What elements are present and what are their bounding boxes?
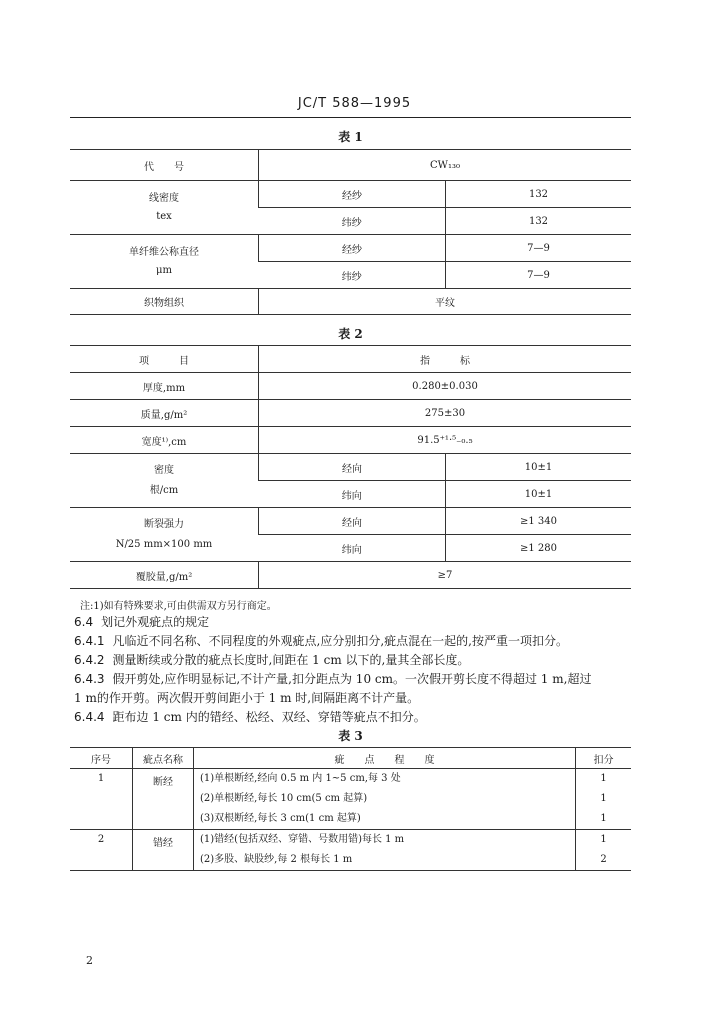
count-weft-value: 10±1 <box>446 481 632 508</box>
row-items <box>194 769 576 830</box>
table2 <box>70 345 631 589</box>
rubber-value: ≥7 <box>259 562 632 589</box>
code-label: 代 号 <box>70 150 259 181</box>
section-number: 6.4.2 <box>74 653 105 667</box>
row-score: 1 <box>600 773 607 784</box>
row-item: (2)单根断经,每长 10 cm(5 cm 起算) <box>200 793 368 804</box>
strength-label-cell <box>70 508 259 562</box>
row-name: 断经 <box>133 769 194 830</box>
col-header-no: 序号 <box>70 748 133 769</box>
code-value: CW₁₃₀ <box>259 150 632 181</box>
strength-warp-label: 经向 <box>259 508 446 535</box>
count-warp-label: 经向 <box>259 454 446 481</box>
count-unit: 根/cm <box>149 484 179 496</box>
table-row <box>70 769 631 830</box>
table1 <box>70 149 631 315</box>
section-number: 6.4.3 <box>74 672 105 686</box>
density-weft-label: 纬纱 <box>259 208 446 235</box>
fiber-weft-value: 7—9 <box>446 262 632 289</box>
section-number: 6.4.4 <box>74 710 105 724</box>
count-weft-label: 纬向 <box>259 481 446 508</box>
row-items <box>194 830 576 871</box>
row-item: (3)双根断经,每长 3 cm(1 cm 起算) <box>200 813 361 824</box>
density-weft-value: 132 <box>446 208 632 235</box>
fiber-warp-value: 7—9 <box>446 235 632 262</box>
section-6-4-4 <box>74 707 634 727</box>
thickness-label: 厚度,mm <box>70 373 259 400</box>
density-label-cell <box>70 181 259 235</box>
strength-label: 断裂强力 <box>144 518 184 530</box>
mass-value: 275±30 <box>259 400 632 427</box>
table1-caption: 表 1 <box>338 130 363 144</box>
page-number: 2 <box>86 954 93 967</box>
row-score: 1 <box>600 793 607 804</box>
row-scores <box>576 769 632 830</box>
fiber-label: 单纤维公称直径 <box>129 246 199 258</box>
table-row <box>70 830 631 871</box>
row-name: 错经 <box>133 830 194 871</box>
page-header: JC/T 588—1995 <box>297 96 412 111</box>
width-label: 宽度¹⁾,cm <box>70 427 259 454</box>
section-number: 6.4.1 <box>74 634 105 648</box>
rubber-label: 覆胶量,g/m² <box>70 562 259 589</box>
index-label: 指 标 <box>259 346 632 373</box>
section-text: 划记外观疵点的规定 <box>101 615 210 629</box>
row-no: 1 <box>70 769 133 830</box>
table3-caption: 表 3 <box>338 729 363 743</box>
row-item: (1)错经(包括双经、穿错、号数用错)每长 1 m <box>200 834 405 845</box>
section-text: 假开剪处,应作明显标记,不计产量,扣分距点为 10 cm。一次假开剪长度不得超过 1 m,超过 <box>112 672 592 686</box>
fiber-label-cell <box>70 235 259 289</box>
item-label: 项 目 <box>70 346 259 373</box>
table2-caption: 表 2 <box>338 327 363 341</box>
section-text: 测量断续或分散的疵点长度时,间距在 1 cm 以下的,量其全部长度。 <box>112 653 470 667</box>
section-6-4-1 <box>74 631 634 651</box>
col-header-degree: 疵 点 程 度 <box>194 748 576 769</box>
header-rule <box>70 117 631 118</box>
section-number: 6.4 <box>74 615 94 629</box>
count-label-cell <box>70 454 259 508</box>
strength-weft-value: ≥1 280 <box>446 535 632 562</box>
strength-warp-value: ≥1 340 <box>446 508 632 535</box>
section-6-4-3 <box>74 669 634 689</box>
fiber-weft-label: 纬纱 <box>259 262 446 289</box>
density-warp-label: 经纱 <box>259 181 446 208</box>
width-value: 91.5⁺¹·⁵₋₀.₅ <box>259 427 632 454</box>
density-unit: tex <box>156 210 172 222</box>
row-score: 1 <box>600 834 607 845</box>
row-scores <box>576 830 632 871</box>
section-6-4-3-cont <box>74 688 634 708</box>
section-text: 1 m的作开剪。两次假开剪间距小于 1 m 时,间隔距离不计产量。 <box>74 691 420 705</box>
row-no: 2 <box>70 830 133 871</box>
row-score: 2 <box>600 854 607 865</box>
table3 <box>70 747 631 871</box>
strength-weft-label: 纬向 <box>259 535 446 562</box>
mass-label: 质量,g/m² <box>70 400 259 427</box>
row-score: 1 <box>600 813 607 824</box>
section-6-4 <box>74 612 634 632</box>
section-text: 距布边 1 cm 内的错经、松经、双经、穿错等疵点不扣分。 <box>112 710 426 724</box>
fiber-unit: μm <box>156 264 172 276</box>
thickness-value: 0.280±0.030 <box>259 373 632 400</box>
weave-value: 平纹 <box>259 289 632 315</box>
density-warp-value: 132 <box>446 181 632 208</box>
col-header-score: 扣分 <box>576 748 632 769</box>
section-text: 凡临近不同名称、不同程度的外观疵点,应分别扣分,疵点混在一起的,按严重一项扣分。 <box>112 634 568 648</box>
count-label: 密度 <box>154 464 174 476</box>
row-item: (1)单根断经,经向 0.5 m 内 1~5 cm,每 3 处 <box>200 773 401 784</box>
fiber-warp-label: 经纱 <box>259 235 446 262</box>
strength-unit: N/25 mm×100 mm <box>115 538 213 550</box>
row-item: (2)多股、缺股纱,每 2 根每长 1 m <box>200 854 353 865</box>
count-warp-value: 10±1 <box>446 454 632 481</box>
col-header-name: 疵点名称 <box>133 748 194 769</box>
section-6-4-2 <box>74 650 634 670</box>
weave-label: 织物组织 <box>70 289 259 315</box>
table2-note: 注:1)如有特殊要求,可由供需双方另行商定。 <box>80 601 277 612</box>
density-label: 线密度 <box>149 192 179 204</box>
